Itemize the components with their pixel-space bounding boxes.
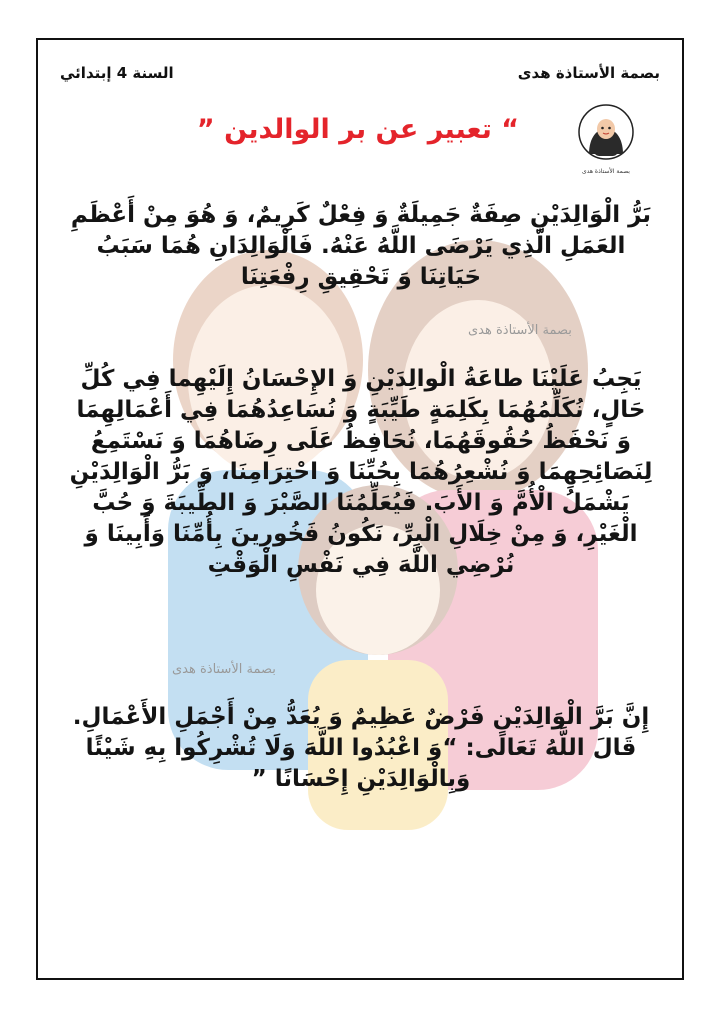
watermark-1: بصمة الأستاذة هدى	[468, 323, 572, 338]
paragraph-1: بَرُّ الْوَالِدَيْنِ صِفَةٌ جَمِيلَةٌ وَ فِعْلٌ كَرِيمٌ، وَ هُوَ مِنْ أَعْظَمِ العَمَلِ الَّذِي يَرْضَى اللَّهُ عَنْهُ. فَالْوَالِدَانِ هُمَا سَبَبُ حَيَاتِنَا وَ تَحْقِيقِ رِفْعَتِنَا	[70, 202, 652, 290]
page-title: “ تعبير عن بر الوالدين ”	[196, 114, 520, 145]
teacher-avatar-icon	[576, 102, 636, 166]
avatar-caption: بصمة الأستاذة هدى	[582, 168, 630, 175]
paragraph-2: يَجِبُ عَلَيْنَا طاعَةُ الْوالِدَيْنِ وَ الإِحْسَانُ إِلَيْهِما فِي كُلِّ حَالٍ، نُكَلِّمُهُمَا بِكَلِمَةٍ طَيِّبَةٍ وَ نُسَاعِدُهُمَا فِي أَعْمَالِهِمَا وَ نَحْفَظُ حُقُوقَهُمَا، نُحَافِظُ عَلَى رِضَاهُمَا وَ نَسْتَمِعُ لِنَصَائِحِهِمَا وَ نُشْعِرُهُمَا بِحُبِّنَا وَ احْتِرَامِنَا، وَ بَرُّ الْوَالِدَيْنِ يَشْمَلُ الْأُمَّ وَ الأَبَ. فَيُعَلِّمُنَا الصَّبْرَ وَ الطِّيبَةَ وَ حُبَّ الْغَيْرِ، وَ مِنْ خِلَالِ الْبِرِّ، نَكُونُ فَخُورِينَ بِأُمِّنَا وَأَبِينَا وَ نُرْضِي اللَّهَ فِي نَفْسِ الْوَقْتِ	[69, 366, 653, 578]
watermark-2: بصمة الأستاذة هدى	[172, 662, 276, 677]
paragraph-3: إِنَّ بَرَّ الْوَالِدَيْنِ فَرْضٌ عَظِيمٌ وَ يُعَدُّ مِنْ أَجْمَلِ الأَعْمَالِ. قَالَ اللَّهُ تَعَالَى: “وَ اعْبُدُوا اللَّهَ وَلَا تُشْرِكُوا بِهِ شَيْئًا وَبِالْوَالِدَيْنِ إِحْسَانًا ”	[72, 704, 650, 792]
page-frame	[36, 38, 684, 980]
avatar	[576, 102, 636, 176]
author-label: بصمة الأستاذة هدى	[517, 64, 660, 82]
grade-label: السنة 4 إبتدائي	[60, 64, 174, 82]
